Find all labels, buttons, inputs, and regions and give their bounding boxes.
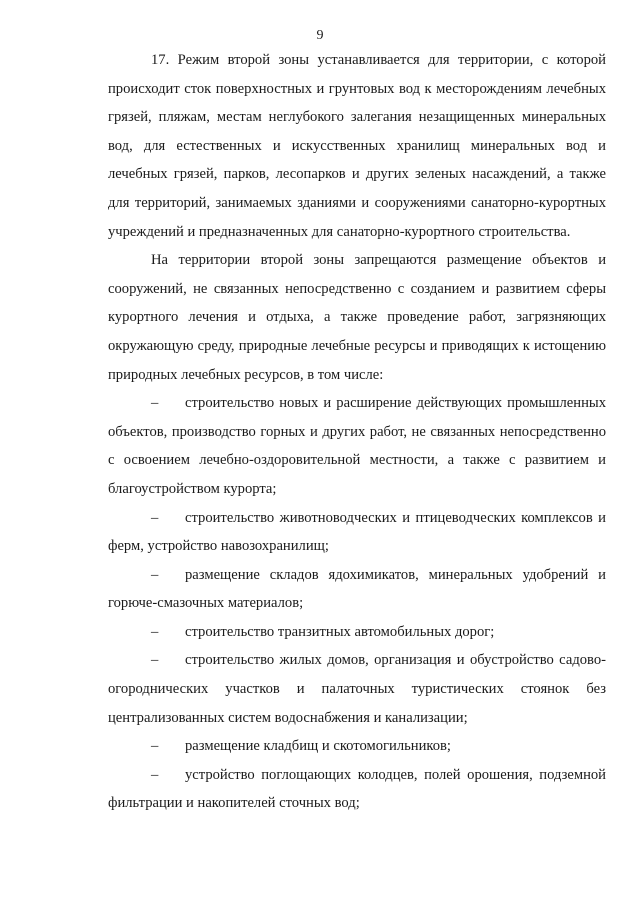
list-dash: – xyxy=(151,395,159,412)
list-item xyxy=(108,646,606,732)
list-dash: – xyxy=(151,509,159,526)
list-dash: – xyxy=(151,766,159,783)
list-dash: – xyxy=(151,566,159,583)
prohibitions-list xyxy=(108,389,606,818)
paragraph-zone-two-regime: 17. Режим второй зоны устанавливается для территории, с которой происходит сток поверхностных и грунтовых вод к месторождениям лечебных грязей, пляжам, местам неглубокого залегания незащищенных минеральных вод, для естественных и искусственных хранилищ минеральных вод и лечебных грязей, парков, лесопарков и других зеленых насаждений, а также для территорий, занимаемых зданиями и сооружениями санаторно-курортных учреждений и предназначенных для санаторно-курортного строительства. xyxy=(108,52,606,240)
list-item-text: устройство поглощающих колодцев, полей орошения, подземной фильтрации и накопителей сточных вод; xyxy=(108,766,606,812)
list-item-text: строительство новых и расширение действующих промышленных объектов, производство горных и других работ, не связанных непосредственно с освоением лечебно-оздоровительной местности, а также с развитием и благоустройством курорта; xyxy=(108,395,606,497)
list-item-text: размещение складов ядохимикатов, минеральных удобрений и горюче-смазочных материалов; xyxy=(108,566,606,612)
list-item-text: строительство транзитных автомобильных дорог; xyxy=(185,623,495,640)
page-number: 9 xyxy=(316,28,324,43)
list-item xyxy=(108,761,606,818)
list-item xyxy=(108,389,606,503)
list-item xyxy=(108,504,606,561)
list-item xyxy=(108,618,606,647)
list-dash: – xyxy=(151,738,159,755)
paragraph-zone-two-prohibitions: На территории второй зоны запрещаются размещение объектов и сооружений, не связанных непосредственно с созданием и развитием сферы курортного лечения и отдыха, а также проведение работ, загрязняющих окружающую среду, природные лечебные ресурсы и приводящих к истощению природных лечебных ресурсов, в том числе: xyxy=(108,252,606,383)
list-item-text: строительство животноводческих и птицеводческих комплексов и ферм, устройство навозохранилищ; xyxy=(108,509,606,555)
list-dash: – xyxy=(151,623,159,640)
list-item-text: размещение кладбищ и скотомогильников; xyxy=(185,738,451,755)
list-item xyxy=(108,732,606,761)
document-body xyxy=(108,46,606,818)
list-dash: – xyxy=(151,652,159,669)
list-item xyxy=(108,561,606,618)
list-item-text: строительство жилых домов, организация и обустройство садово-огороднических участков и палаточных туристических стоянок без централизованных систем водоснабжения и канализации; xyxy=(108,652,606,726)
